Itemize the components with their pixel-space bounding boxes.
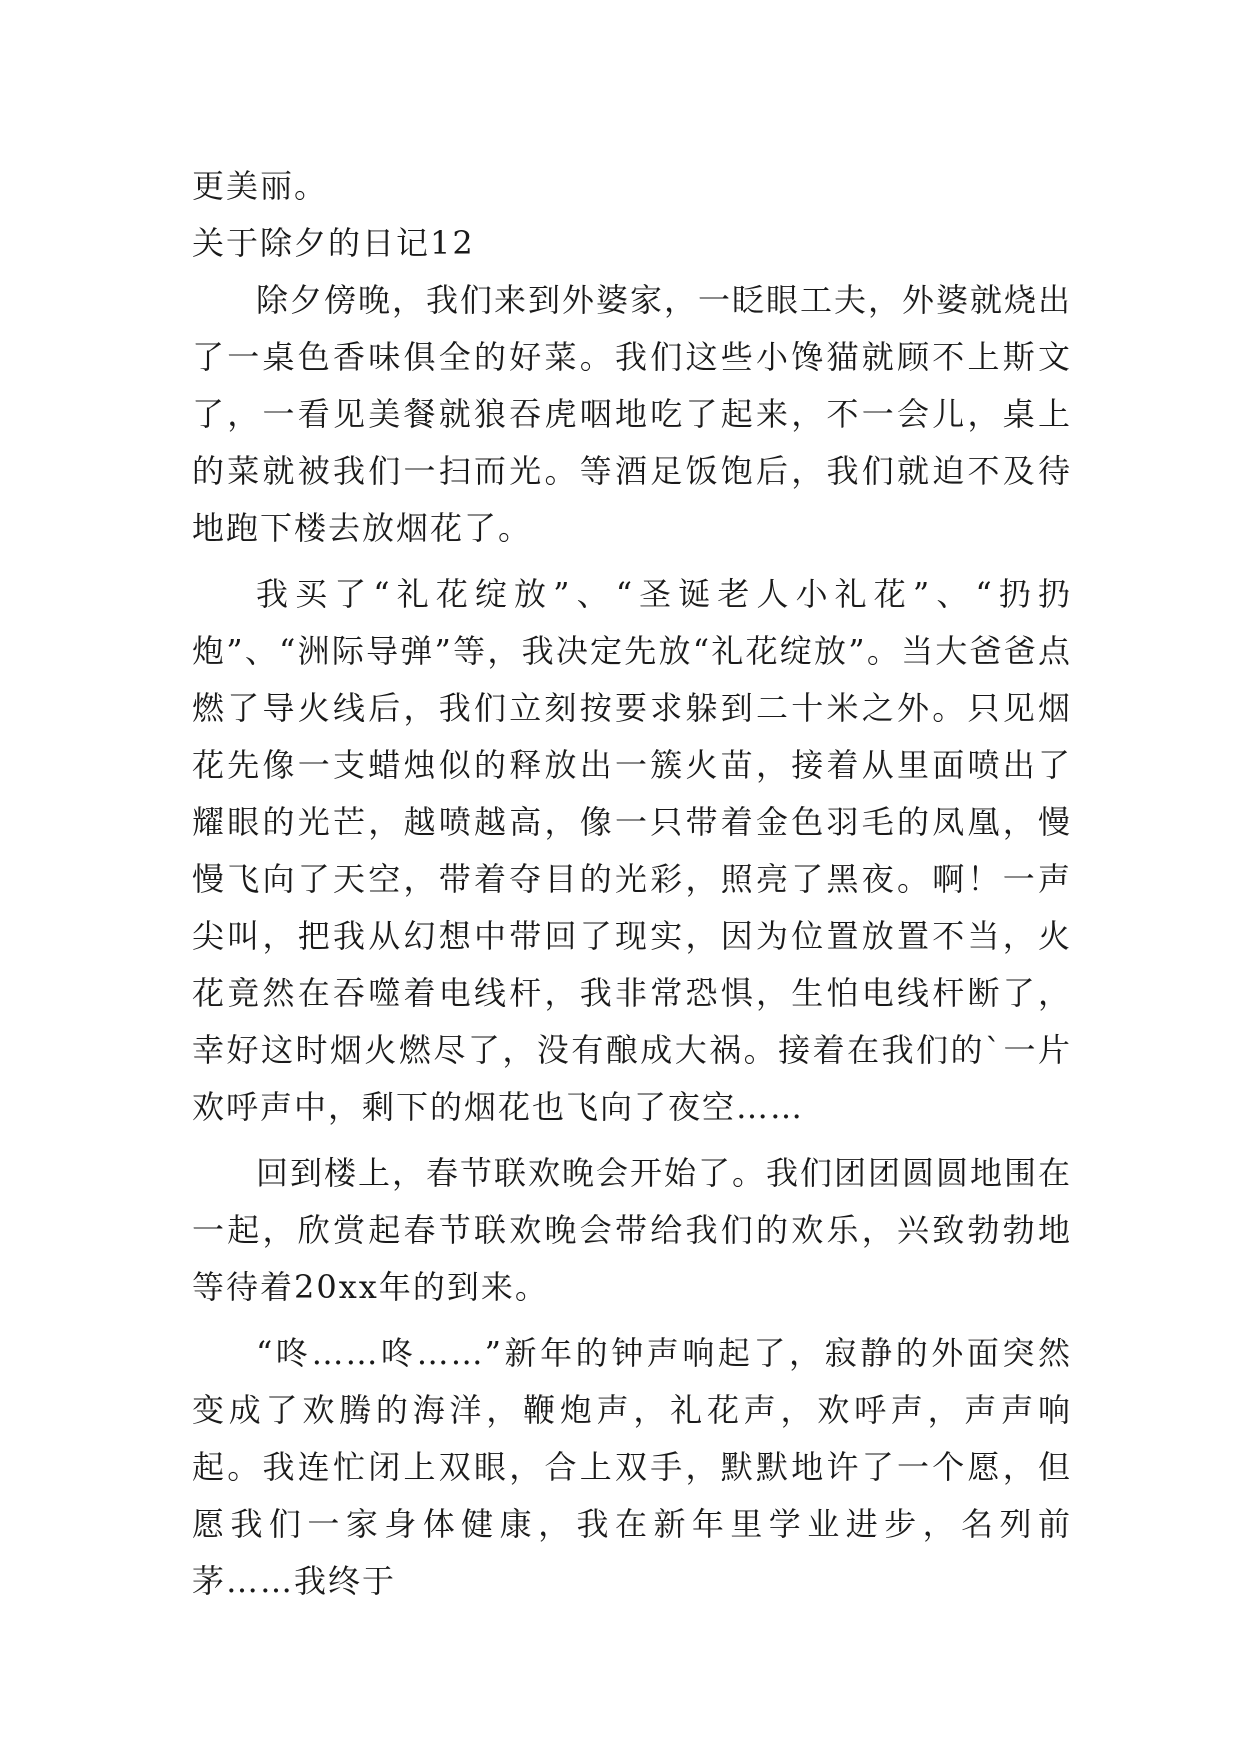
paragraph: 除夕傍晚，我们来到外婆家，一眨眼工夫，外婆就烧出了一桌色香味俱全的好菜。我们这些小馋猫就顾不上斯文了，一看见美餐就狼吞虎咽地吃了起来，不一会儿，桌上的菜就被我们一扫而光。等酒足饭饱后，我们就迫不及待地跑下楼去放烟花了。 [192, 281, 1073, 547]
paragraph: 回到楼上，春节联欢晚会开始了。我们团团圆圆地围在一起，欣赏起春节联欢晚会带给我们的欢乐，兴致勃勃地等待着20xx年的到来。 [192, 1154, 1073, 1306]
continuation-text: 更美丽。 [192, 167, 329, 205]
paragraph: “咚……咚……”新年的钟声响起了，寂静的外面突然变成了欢腾的海洋，鞭炮声，礼花声，欢呼声，声声响起。我连忙闭上双眼，合上双手，默默地许了一个愿，但愿我们一家身体健康，我在新年里学业进步，名列前茅……我终于 [192, 1334, 1072, 1600]
paragraph: 我买了“礼花绽放”、“圣诞老人小礼花”、“扔扔炮”、“洲际导弹”等，我决定先放“礼花绽放”。当大爸爸点燃了导火线后，我们立刻按要求躲到二十米之外。只见烟花先像一支蜡烛似的释放出一簇火苗，接着从里面喷出了耀眼的光芒，越喷越高，像一只带着金色羽毛的凤凰，慢慢飞向了天空，带着夺目的光彩，照亮了黑夜。啊！一声尖叫，把我从幻想中带回了现实，因为位置放置不当，火花竟然在吞噬着电线杆，我非常恐惧，生怕电线杆断了，幸好这时烟火燃尽了，没有酿成大祸。接着在我们的`一片欢呼声中，剩下的烟花也飞向了夜空…… [192, 575, 1072, 1126]
diary-body [192, 272, 1072, 1610]
diary-title: 关于除夕的日记12 [192, 224, 475, 262]
